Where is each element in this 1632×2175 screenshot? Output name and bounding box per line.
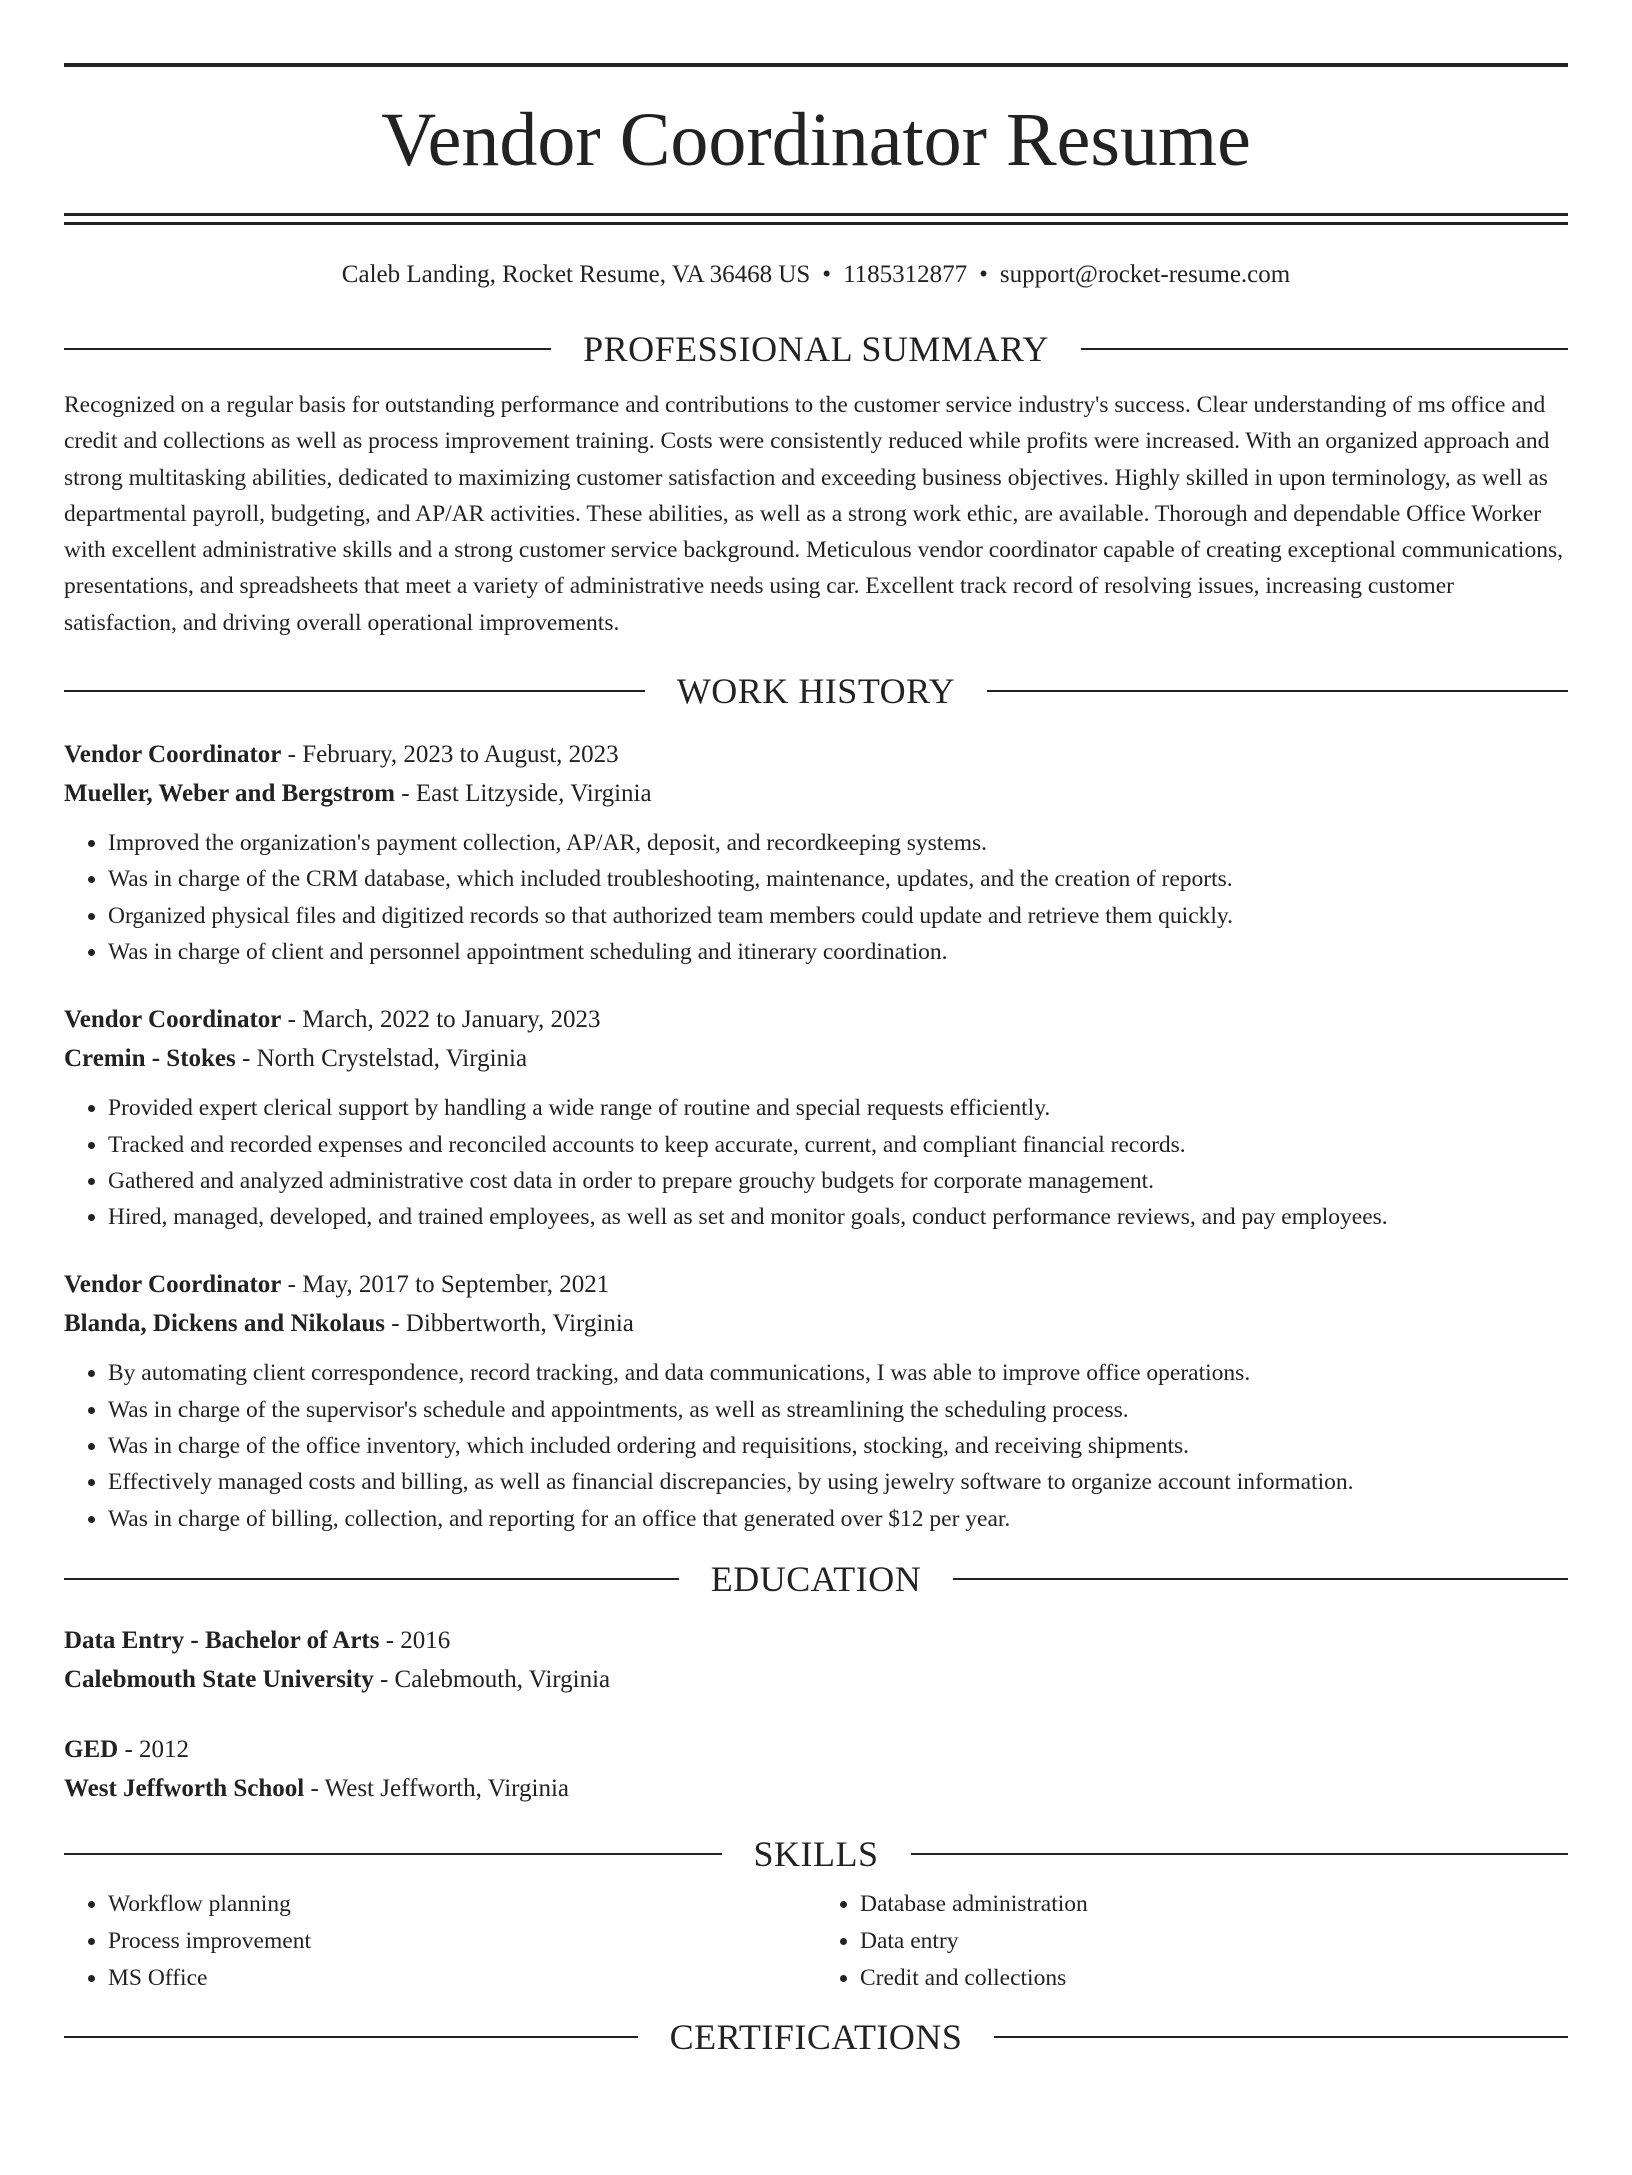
job-company: Blanda, Dickens and Nikolaus (64, 1310, 385, 1338)
education-location: - Calebmouth, Virginia (373, 1665, 611, 1693)
section-rule (994, 2036, 1568, 2038)
section-rule (911, 1853, 1569, 1855)
job-company: Cremin - Stokes (64, 1045, 236, 1073)
section-title: SKILLS (753, 1833, 879, 1874)
page-title: Vendor Coordinator Resume (381, 98, 1251, 182)
section-rule (1081, 348, 1568, 350)
education-year: - 2016 (379, 1626, 451, 1654)
education-entry (64, 1621, 1568, 1699)
job-bullet: • Gathered and analyzed administrative cost data in order to prepare grouchy budgets for corporate management. (108, 1163, 1568, 1199)
work-list (64, 735, 1568, 1537)
job-bullets (64, 825, 1568, 970)
summary-paragraph: Recognized on a regular basis for outstanding performance and contributions to the customer service industry's success. Clear understanding of ms office and credit and collections as well as process improvement training. Costs were consistently reduced while profits were increased. With an organized approach and strong multitasking abilities, dedicated to maximizing customer satisfaction and exceeding business objectives. Highly skilled in upon terminology, as well as departmental payroll, budgeting, and AP/AR activities. These abilities, as well as a strong work ethic, are available. Thorough and dependable Office Worker with excellent administrative skills and a strong customer service background. Meticulous vendor coordinator capable of creating exceptional communications, presentations, and spreadsheets that meet a variety of administrative needs using car. Excellent track record of resolving issues, increasing customer satisfaction, and driving overall operational improvements. (64, 392, 1563, 636)
skill-item: • Workflow planning (108, 1886, 816, 1923)
education-school: Calebmouth State University (64, 1665, 374, 1693)
section-rule (64, 348, 551, 350)
job-bullet: • Was in charge of the office inventory, which included ordering and requisitions, stocking, and receiving shipments. (108, 1428, 1568, 1464)
skill-item: • MS Office (108, 1960, 816, 1997)
education-year: - 2012 (118, 1735, 190, 1763)
section-header-education (64, 1557, 1568, 1601)
job-bullet: • By automating client correspondence, record tracking, and data communications, I was able to improve office operations. (108, 1355, 1568, 1391)
job-bullet: • Was in charge of billing, collection, and reporting for an office that generated over $12 per year. (108, 1501, 1568, 1537)
job-company-line (64, 774, 1568, 813)
resume-page (64, 63, 1568, 2059)
education-school: West Jeffworth School (64, 1774, 305, 1802)
job-bullet: • Was in charge of client and personnel appointment scheduling and itinerary coordination. (108, 934, 1568, 970)
job-location: - North Crystelstad, Virginia (235, 1045, 528, 1073)
contact-separator: • (822, 261, 832, 288)
job-title-line (64, 1265, 1568, 1304)
section-title: WORK HISTORY (676, 671, 956, 712)
section-rule (987, 690, 1568, 692)
section-rule (64, 1578, 679, 1580)
section-title: PROFESSIONAL SUMMARY (583, 329, 1049, 369)
job-title: Vendor Coordinator (64, 741, 282, 769)
job-title: Vendor Coordinator (64, 1271, 282, 1299)
skills-grid (64, 1886, 1568, 1997)
section-header-summary (64, 327, 1568, 371)
section-title: EDUCATION (710, 1558, 922, 1599)
job-company: Mueller, Weber and Bergstrom (64, 780, 395, 808)
job-bullet: • Organized physical files and digitized records so that authorized team members could update and retrieve them quickly. (108, 898, 1568, 934)
education-entry (64, 1730, 1568, 1808)
skills-column-left (64, 1886, 816, 1997)
job-bullet: • Tracked and recorded expenses and reconciled accounts to keep accurate, current, and compliant financial records. (108, 1127, 1568, 1163)
top-rule (64, 63, 1568, 67)
education-degree-line (64, 1621, 1568, 1660)
section-rule (64, 2036, 638, 2038)
section-rule (64, 690, 645, 692)
job-bullet: • Hired, managed, developed, and trained employees, as well as set and monitor goals, conduct performance reviews, and pay employees. (108, 1199, 1568, 1235)
skills-column-right (816, 1886, 1568, 1997)
contact-phone: 1185312877 (843, 261, 968, 288)
education-degree: Data Entry - Bachelor of Arts (64, 1626, 380, 1654)
job-dates: - March, 2022 to January, 2023 (281, 1006, 601, 1034)
job-bullets (64, 1355, 1568, 1536)
skill-item: • Data entry (860, 1923, 1568, 1960)
job-entry (64, 1265, 1568, 1536)
job-bullet: • Was in charge of the CRM database, which included troubleshooting, maintenance, updates, and the creation of reports. (108, 861, 1568, 897)
job-dates: - February, 2023 to August, 2023 (281, 741, 619, 769)
section-rule (953, 1578, 1568, 1580)
contact-address: Caleb Landing, Rocket Resume, VA 36468 US (341, 261, 811, 288)
title-double-rule (64, 213, 1568, 225)
job-entry (64, 1000, 1568, 1235)
section-header-skills (64, 1832, 1568, 1876)
job-title-line (64, 735, 1568, 774)
job-company-line (64, 1039, 1568, 1078)
contact-line (64, 259, 1568, 291)
education-school-line (64, 1660, 1568, 1699)
section-title: CERTIFICATIONS (669, 2016, 963, 2057)
job-company-line (64, 1304, 1568, 1343)
education-degree-line (64, 1730, 1568, 1769)
job-bullet: • Effectively managed costs and billing, as well as financial discrepancies, by using jewelry software to organize account information. (108, 1464, 1568, 1500)
contact-separator: • (979, 261, 988, 288)
job-title-line (64, 1000, 1568, 1039)
section-header-certifications (64, 2015, 1568, 2059)
section-rule (64, 1853, 722, 1855)
skill-item: • Process improvement (108, 1923, 816, 1960)
job-bullet: • Was in charge of the supervisor's schedule and appointments, as well as streamlining the scheduling process. (108, 1392, 1568, 1428)
job-dates: - May, 2017 to September, 2021 (281, 1271, 610, 1299)
job-location: - East Litzyside, Virginia (395, 780, 652, 808)
contact-email: support@rocket-resume.com (999, 261, 1291, 288)
job-location: - Dibbertworth, Virginia (384, 1310, 634, 1338)
job-bullet: • Improved the organization's payment collection, AP/AR, deposit, and recordkeeping systems. (108, 825, 1568, 861)
skill-item: • Credit and collections (860, 1960, 1568, 1997)
skill-item: • Database administration (860, 1886, 1568, 1923)
education-degree: GED (64, 1735, 119, 1763)
job-bullets (64, 1090, 1568, 1235)
job-bullet: • Provided expert clerical support by handling a wide range of routine and special requests efficiently. (108, 1090, 1568, 1126)
education-school-line (64, 1769, 1568, 1808)
education-location: - West Jeffworth, Virginia (304, 1774, 569, 1802)
job-entry (64, 735, 1568, 970)
section-header-work (64, 669, 1568, 713)
job-title: Vendor Coordinator (64, 1006, 282, 1034)
